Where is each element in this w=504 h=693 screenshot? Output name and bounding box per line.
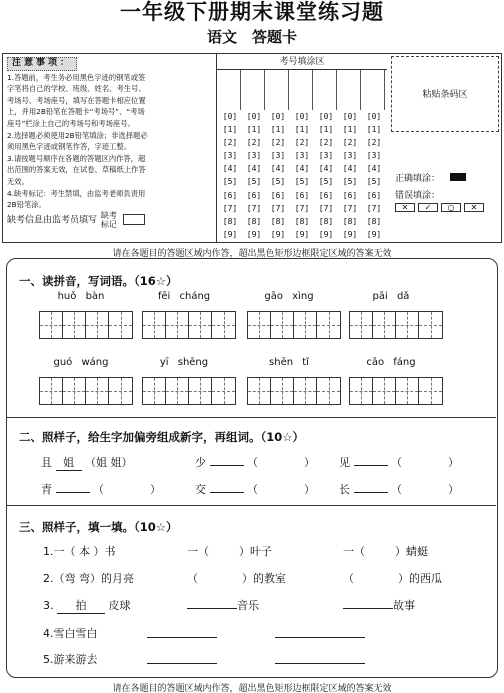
answer-blank[interactable] bbox=[275, 663, 365, 664]
section3-row-2-c: （ ）的西瓜 bbox=[343, 572, 442, 585]
section3-row-1-c: 一（ ）蜻蜓 bbox=[343, 545, 428, 558]
answer-blank[interactable] bbox=[275, 637, 365, 638]
wrong-mark-check-icon: ✓ bbox=[418, 203, 438, 212]
exam-digit-bubble[interactable]: [5] bbox=[246, 177, 262, 187]
writing-grid[interactable] bbox=[142, 311, 236, 339]
pinyin-label: cǎo fáng bbox=[366, 357, 416, 368]
note-line: 须用黑色字迹或钢笔作答，字迹工整。 bbox=[7, 142, 132, 152]
exam-number-title: 考号填涂区 bbox=[217, 54, 387, 70]
exam-digit-bubble[interactable]: [7] bbox=[342, 203, 358, 213]
exam-digit-bubble[interactable]: [1] bbox=[270, 125, 286, 135]
note-line: 3.请按题号顺序在各题的答题区内作答，超 bbox=[7, 153, 146, 163]
exam-digit-write-box[interactable] bbox=[315, 70, 337, 110]
missing-info-row bbox=[7, 211, 212, 229]
pinyin-label: pāi dǎ bbox=[372, 291, 410, 302]
exam-digit-bubble[interactable]: [6] bbox=[342, 190, 358, 200]
exam-digit-bubble[interactable]: [6] bbox=[270, 190, 286, 200]
exam-digit-bubble[interactable]: [5] bbox=[222, 177, 238, 187]
exam-digit-write-box[interactable] bbox=[219, 70, 241, 110]
answer-panel bbox=[6, 258, 498, 678]
exam-digit-bubble[interactable]: [7] bbox=[246, 203, 262, 213]
exam-digit-bubble[interactable]: [5] bbox=[318, 177, 334, 187]
exam-digit-bubble[interactable]: [7] bbox=[318, 203, 334, 213]
notes-heading: 注意事项： bbox=[7, 57, 77, 71]
exam-digit-bubble[interactable]: [6] bbox=[222, 190, 238, 200]
exam-digit-bubble[interactable]: [0] bbox=[222, 112, 238, 121]
pinyin-label: shēn tǐ bbox=[269, 357, 309, 368]
exam-digit-bubble[interactable]: [2] bbox=[270, 138, 286, 148]
correct-fill-label: 正确填涂： bbox=[395, 173, 441, 184]
section-divider bbox=[7, 417, 496, 418]
exam-digit-column bbox=[363, 110, 385, 241]
exam-number-area bbox=[217, 54, 387, 242]
section3-row-2-b: （ ）的教室 bbox=[187, 572, 286, 585]
section2-item: 长 （ ） bbox=[339, 483, 459, 496]
section3-row-1: 1.一（ 本 ）书 bbox=[43, 545, 116, 558]
correct-fill-mark bbox=[450, 173, 466, 181]
writing-grid[interactable] bbox=[247, 377, 341, 405]
answer-blank[interactable] bbox=[354, 465, 388, 466]
wrong-mark-circle-icon: ○ bbox=[441, 203, 461, 212]
exam-digit-bubble[interactable]: [4] bbox=[222, 164, 238, 174]
note-line: 4.缺考标记：考生禁填，由监考老师负责用 bbox=[7, 188, 146, 198]
exam-digit-bubble[interactable]: [0] bbox=[294, 112, 310, 121]
pinyin-label: fēi cháng bbox=[157, 291, 211, 302]
section3-row-1-b: 一（ ）叶子 bbox=[187, 545, 272, 558]
answer-blank[interactable] bbox=[343, 608, 393, 609]
exam-digit-bubble[interactable]: [0] bbox=[270, 112, 286, 121]
exam-digit-bubble[interactable]: [6] bbox=[294, 190, 310, 200]
exam-digit-bubble[interactable]: [3] bbox=[294, 151, 310, 161]
writing-grid[interactable] bbox=[39, 311, 133, 339]
wrong-fill-row bbox=[395, 188, 484, 212]
exam-digit-bubble[interactable]: [8] bbox=[294, 216, 310, 226]
section1-title: 一、读拼音，写词语。（16☆） bbox=[19, 274, 178, 288]
notice-bottom: 请在各题目的答题区域内作答，超出黑色矩形边框限定区域的答案无效 bbox=[112, 684, 392, 693]
exam-digit-bubble[interactable]: [3] bbox=[222, 151, 238, 161]
exam-digit-write-box[interactable] bbox=[291, 70, 313, 110]
exam-digit-bubble[interactable]: [3] bbox=[270, 151, 286, 161]
exam-digit-bubble[interactable]: [8] bbox=[246, 216, 262, 226]
exam-digit-bubble[interactable]: [2] bbox=[246, 138, 262, 148]
exam-digit-bubble[interactable]: [0] bbox=[366, 112, 382, 121]
writing-grid[interactable] bbox=[349, 377, 443, 405]
exam-digit-bubble[interactable]: [8] bbox=[318, 216, 334, 226]
exam-digit-bubble[interactable]: [4] bbox=[270, 164, 286, 174]
exam-digit-bubble[interactable]: [3] bbox=[318, 151, 334, 161]
section3-row-3: 3. 拍 皮球 bbox=[43, 599, 131, 612]
pinyin-label: yī shēng bbox=[159, 357, 209, 368]
exam-digit-bubble[interactable]: [2] bbox=[318, 138, 334, 148]
exam-digit-bubble[interactable]: [9] bbox=[246, 229, 262, 239]
exam-digit-bubble[interactable]: [1] bbox=[294, 125, 310, 135]
note-line: 2.选择题必须使用2B铅笔填涂；非选择题必 bbox=[7, 130, 148, 140]
exam-digit-column bbox=[243, 110, 265, 241]
example-word: （姐 姐） bbox=[85, 456, 133, 469]
exam-digit-bubble[interactable]: [4] bbox=[342, 164, 358, 174]
example-char: 且 bbox=[41, 456, 52, 469]
exam-digit-bubble[interactable]: [5] bbox=[270, 177, 286, 187]
note-line: 2B铅笔涂。 bbox=[7, 200, 46, 210]
exam-digit-column bbox=[219, 110, 241, 241]
exam-digit-bubble[interactable]: [4] bbox=[294, 164, 310, 174]
note-line: 1.答题前，考生务必用黑色字迹的钢笔或签 bbox=[7, 72, 146, 82]
exam-digit-write-box[interactable] bbox=[363, 70, 385, 110]
exam-digit-bubble[interactable]: [5] bbox=[366, 177, 382, 187]
exam-digit-bubble[interactable]: [7] bbox=[294, 203, 310, 213]
note-line: 无效。 bbox=[7, 176, 29, 186]
section3-row-4: 4.雪白雪白 bbox=[43, 627, 98, 640]
exam-digit-bubble[interactable]: [4] bbox=[366, 164, 382, 174]
exam-digit-bubble[interactable]: [2] bbox=[342, 138, 358, 148]
section2-item: 见 （ ） bbox=[339, 456, 459, 469]
wrong-fill-label: 错误填涂： bbox=[395, 191, 441, 201]
exam-digit-bubble[interactable]: [3] bbox=[366, 151, 382, 161]
exam-digit-bubble[interactable]: [5] bbox=[342, 177, 358, 187]
exam-digit-write-box[interactable] bbox=[243, 70, 265, 110]
exam-digit-bubble[interactable]: [2] bbox=[222, 138, 238, 148]
exam-digit-bubble[interactable]: [7] bbox=[366, 203, 382, 213]
exam-digit-bubble[interactable]: [7] bbox=[222, 203, 238, 213]
notice-top: 请在各题目的答题区域内作答，超出黑色矩形边框限定区域的答案无效 bbox=[112, 249, 392, 259]
note-line: 字笔将自己的学校、班级、姓名、考生号、 bbox=[7, 84, 146, 94]
exam-digit-bubble[interactable]: [6] bbox=[318, 190, 334, 200]
exam-digit-bubble[interactable]: [9] bbox=[294, 229, 310, 239]
section3-row-5: 5.游来游去 bbox=[43, 653, 98, 666]
exam-digit-bubble[interactable]: [8] bbox=[270, 216, 286, 226]
exam-digit-bubble[interactable]: [0] bbox=[318, 112, 334, 121]
exam-digit-bubble[interactable]: [1] bbox=[318, 125, 334, 135]
exam-digit-bubble[interactable]: [2] bbox=[294, 138, 310, 148]
section3-row-2: 2.（弯 弯）的月亮 bbox=[43, 572, 134, 585]
pinyin-label: huǒ bàn bbox=[57, 291, 105, 302]
answer-blank[interactable] bbox=[56, 492, 90, 493]
exam-digit-column bbox=[267, 110, 289, 241]
pinyin-label: guó wáng bbox=[53, 357, 109, 368]
answer-blank[interactable] bbox=[147, 663, 217, 664]
exam-digit-bubble[interactable]: [6] bbox=[366, 190, 382, 200]
exam-digit-bubble[interactable]: [4] bbox=[318, 164, 334, 174]
note-line: 考场号、考场座号，填写在答题卡相应位置 bbox=[7, 95, 146, 105]
notes-panel bbox=[3, 54, 217, 242]
section2-item: 交 （ ） bbox=[195, 483, 315, 496]
section2-example bbox=[41, 454, 133, 471]
answer-card-header bbox=[2, 53, 502, 243]
wrong-fill-marks bbox=[395, 203, 484, 212]
exam-digit-bubble[interactable]: [8] bbox=[366, 216, 382, 226]
writing-grid[interactable] bbox=[142, 377, 236, 405]
example-answer: 姐 bbox=[56, 454, 82, 471]
writing-grid[interactable] bbox=[39, 377, 133, 405]
exam-digit-bubble[interactable]: [4] bbox=[246, 164, 262, 174]
section2-item: 少 （ ） bbox=[195, 456, 315, 469]
exam-digit-write-box[interactable] bbox=[267, 70, 289, 110]
exam-digit-bubble[interactable]: [3] bbox=[246, 151, 262, 161]
missing-info-text: 缺考信息由监考员填写 bbox=[7, 215, 98, 226]
exam-digit-bubble[interactable]: [8] bbox=[222, 216, 238, 226]
exam-digit-bubble[interactable]: [1] bbox=[246, 125, 262, 135]
barcode-area: 粘贴条码区 bbox=[391, 56, 499, 132]
exam-digit-bubble[interactable]: [7] bbox=[270, 203, 286, 213]
exam-digit-bubble[interactable]: [8] bbox=[342, 216, 358, 226]
exam-digit-bubble[interactable]: [2] bbox=[366, 138, 382, 148]
note-line: 出范围的答案无效，在试卷、草稿纸上作答 bbox=[7, 165, 146, 175]
wrong-mark-cross-icon: ✕ bbox=[395, 203, 415, 212]
exam-digit-column bbox=[339, 110, 361, 241]
answer-blank[interactable] bbox=[354, 492, 388, 493]
exam-digit-bubble[interactable]: [9] bbox=[222, 229, 238, 239]
exam-digit-column bbox=[315, 110, 337, 241]
missing-mark-box[interactable] bbox=[123, 214, 145, 225]
wrong-mark-cross-icon: ✕ bbox=[464, 203, 484, 212]
writing-grid[interactable] bbox=[349, 311, 443, 339]
answer-blank[interactable] bbox=[210, 492, 244, 493]
page-title: 一年级下册期末课堂练习题 bbox=[120, 0, 384, 24]
writing-grid[interactable] bbox=[247, 311, 341, 339]
exam-digit-bubble[interactable]: [3] bbox=[342, 151, 358, 161]
exam-digit-bubble[interactable]: [9] bbox=[270, 229, 286, 239]
example-answer: 拍 bbox=[57, 597, 105, 614]
section3-row-3-c: 故事 bbox=[343, 597, 415, 613]
note-line: 上，并用2B铅笔在答题卡“考场号”、“考场 bbox=[7, 107, 145, 117]
note-line: 座号”栏涂上自己的考场号和考场座号。 bbox=[7, 118, 135, 128]
answer-blank[interactable] bbox=[147, 637, 217, 638]
exam-digit-bubble[interactable]: [5] bbox=[294, 177, 310, 187]
exam-digit-bubble[interactable]: [1] bbox=[342, 125, 358, 135]
exam-digit-bubble[interactable]: [1] bbox=[222, 125, 238, 135]
answer-blank[interactable] bbox=[210, 465, 244, 466]
section2-title: 二、照样子，给生字加偏旁组成新字，再组词。（10☆） bbox=[19, 430, 305, 444]
section-divider bbox=[7, 505, 496, 506]
exam-digit-bubble[interactable]: [1] bbox=[366, 125, 382, 135]
exam-digit-bubble[interactable]: [9] bbox=[366, 229, 382, 239]
exam-digit-write-box[interactable] bbox=[339, 70, 361, 110]
exam-digit-bubble[interactable]: [9] bbox=[318, 229, 334, 239]
page-subtitle: 语文 答题卡 bbox=[206, 28, 297, 46]
pinyin-label: gāo xìng bbox=[264, 291, 314, 302]
exam-digit-bubble[interactable]: [6] bbox=[246, 190, 262, 200]
section3-title: 三、照样子，填一填。（10☆） bbox=[19, 520, 178, 534]
fill-legend bbox=[395, 166, 484, 212]
exam-digit-bubble[interactable]: [0] bbox=[246, 112, 262, 121]
section3-row-3-b: 音乐 bbox=[187, 597, 259, 613]
exam-digit-bubble[interactable]: [9] bbox=[342, 229, 358, 239]
exam-digit-bubble[interactable]: [0] bbox=[342, 112, 358, 121]
missing-label: 缺考标记 bbox=[100, 210, 117, 229]
exam-digit-column bbox=[291, 110, 313, 241]
answer-blank[interactable] bbox=[187, 608, 237, 609]
correct-fill-row bbox=[395, 166, 484, 188]
section2-item: 青 （ ） bbox=[41, 483, 161, 496]
